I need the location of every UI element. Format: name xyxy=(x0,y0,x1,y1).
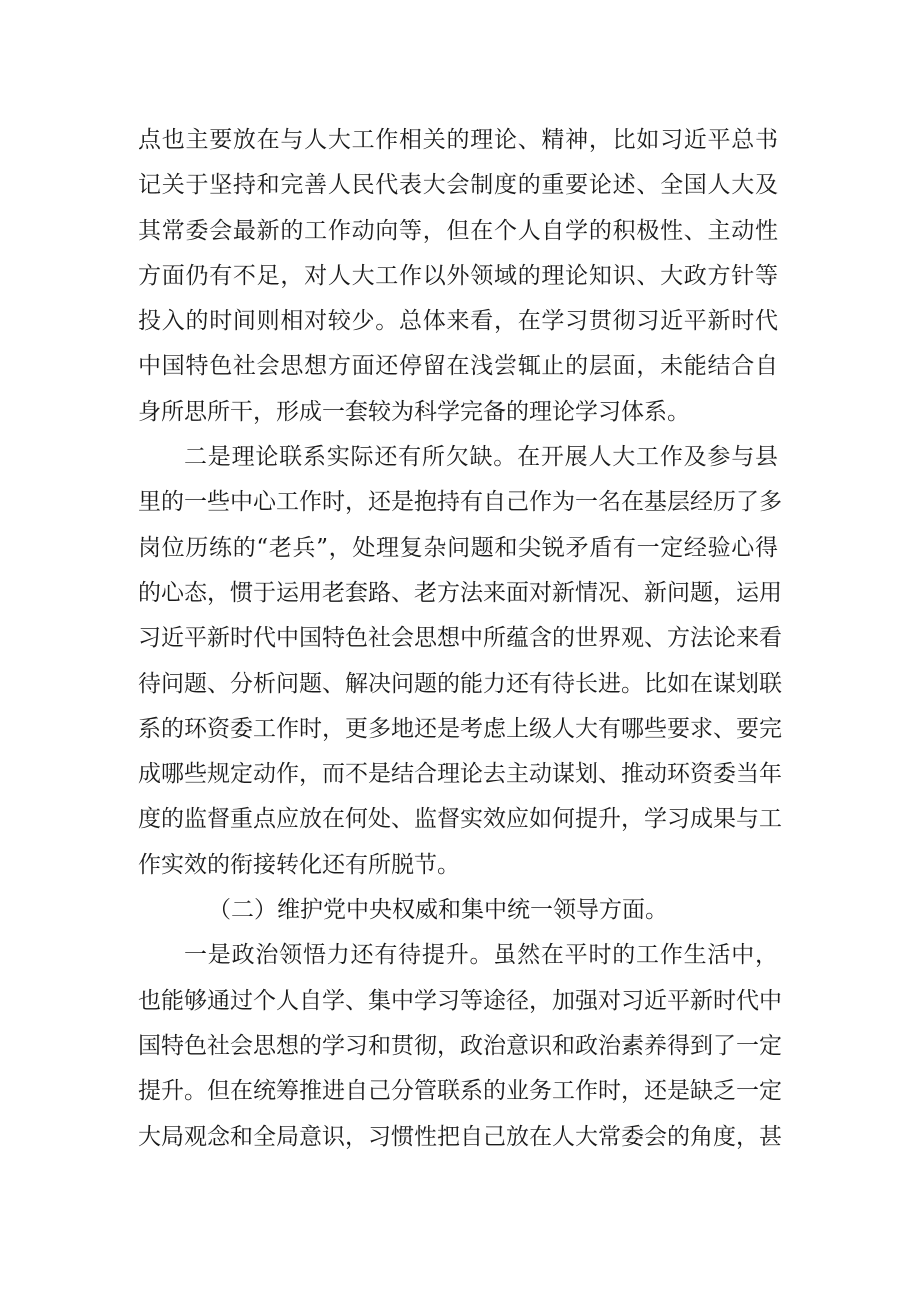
document-body xyxy=(138,118,782,1160)
paragraph-line: 待问题、分析问题、解决问题的能力还有待长进。比如在谋划联 xyxy=(138,670,782,697)
paragraph-line: 一是政治领悟力还有待提升。虽然在平时的工作生活中， xyxy=(184,942,778,969)
paragraph-line: 国特色社会思想的学习和贯彻，政治意识和政治素养得到了一定 xyxy=(138,1032,782,1059)
paragraph-line: 二是理论联系实际还有所欠缺。在开展人大工作及参与县 xyxy=(184,444,778,471)
paragraph-line: 岗位历练的“老兵”，处理复杂问题和尖锐矛盾有一定经验心得 xyxy=(138,534,778,561)
paragraph-line: 大局观念和全局意识，习惯性把自己放在人大常委会的角度，甚 xyxy=(138,1123,782,1150)
paragraph-line: 的心态，惯于运用老套路、老方法来面对新情况、新问题，运用 xyxy=(138,579,782,606)
section-heading: （二）维护党中央权威和集中统一领导方面。 xyxy=(208,897,668,924)
paragraph-line: 中国特色社会思想方面还停留在浅尝辄止的层面，未能结合自 xyxy=(138,353,778,380)
paragraph-line: 方面仍有不足，对人大工作以外领域的理论知识、大政方针等 xyxy=(138,262,778,289)
paragraph-line: 提升。但在统筹推进自己分管联系的业务工作时，还是缺乏一定 xyxy=(138,1078,782,1105)
paragraph-line: 成哪些规定动作，而不是结合理论去主动谋划、推动环资委当年 xyxy=(138,761,782,788)
paragraph-line: 里的一些中心工作时，还是抱持有自己作为一名在基层经历了多 xyxy=(138,489,782,516)
paragraph-line: 身所思所干，形成一套较为科学完备的理论学习体系。 xyxy=(138,398,690,425)
paragraph-line: 也能够通过个人自学、集中学习等途径，加强对习近平新时代中 xyxy=(138,987,782,1014)
paragraph-line: 作实效的衔接转化还有所脱节。 xyxy=(138,851,460,878)
paragraph-line: 其常委会最新的工作动向等，但在个人自学的积极性、主动性 xyxy=(138,217,778,244)
paragraph-line: 习近平新时代中国特色社会思想中所蕴含的世界观、方法论来看 xyxy=(138,625,782,652)
paragraph-line: 系的环资委工作时，更多地还是考虑上级人大有哪些要求、要完 xyxy=(138,715,782,742)
paragraph-line: 投入的时间则相对较少。总体来看，在学习贯彻习近平新时代 xyxy=(138,308,778,335)
paragraph-line: 点也主要放在与人大工作相关的理论、精神，比如习近平总书 xyxy=(138,127,778,153)
paragraph-line: 记关于坚持和完善人民代表大会制度的重要论述、全国人大及 xyxy=(138,172,778,199)
paragraph-line: 度的监督重点应放在何处、监督实效应如何提升，学习成果与工 xyxy=(138,806,782,833)
